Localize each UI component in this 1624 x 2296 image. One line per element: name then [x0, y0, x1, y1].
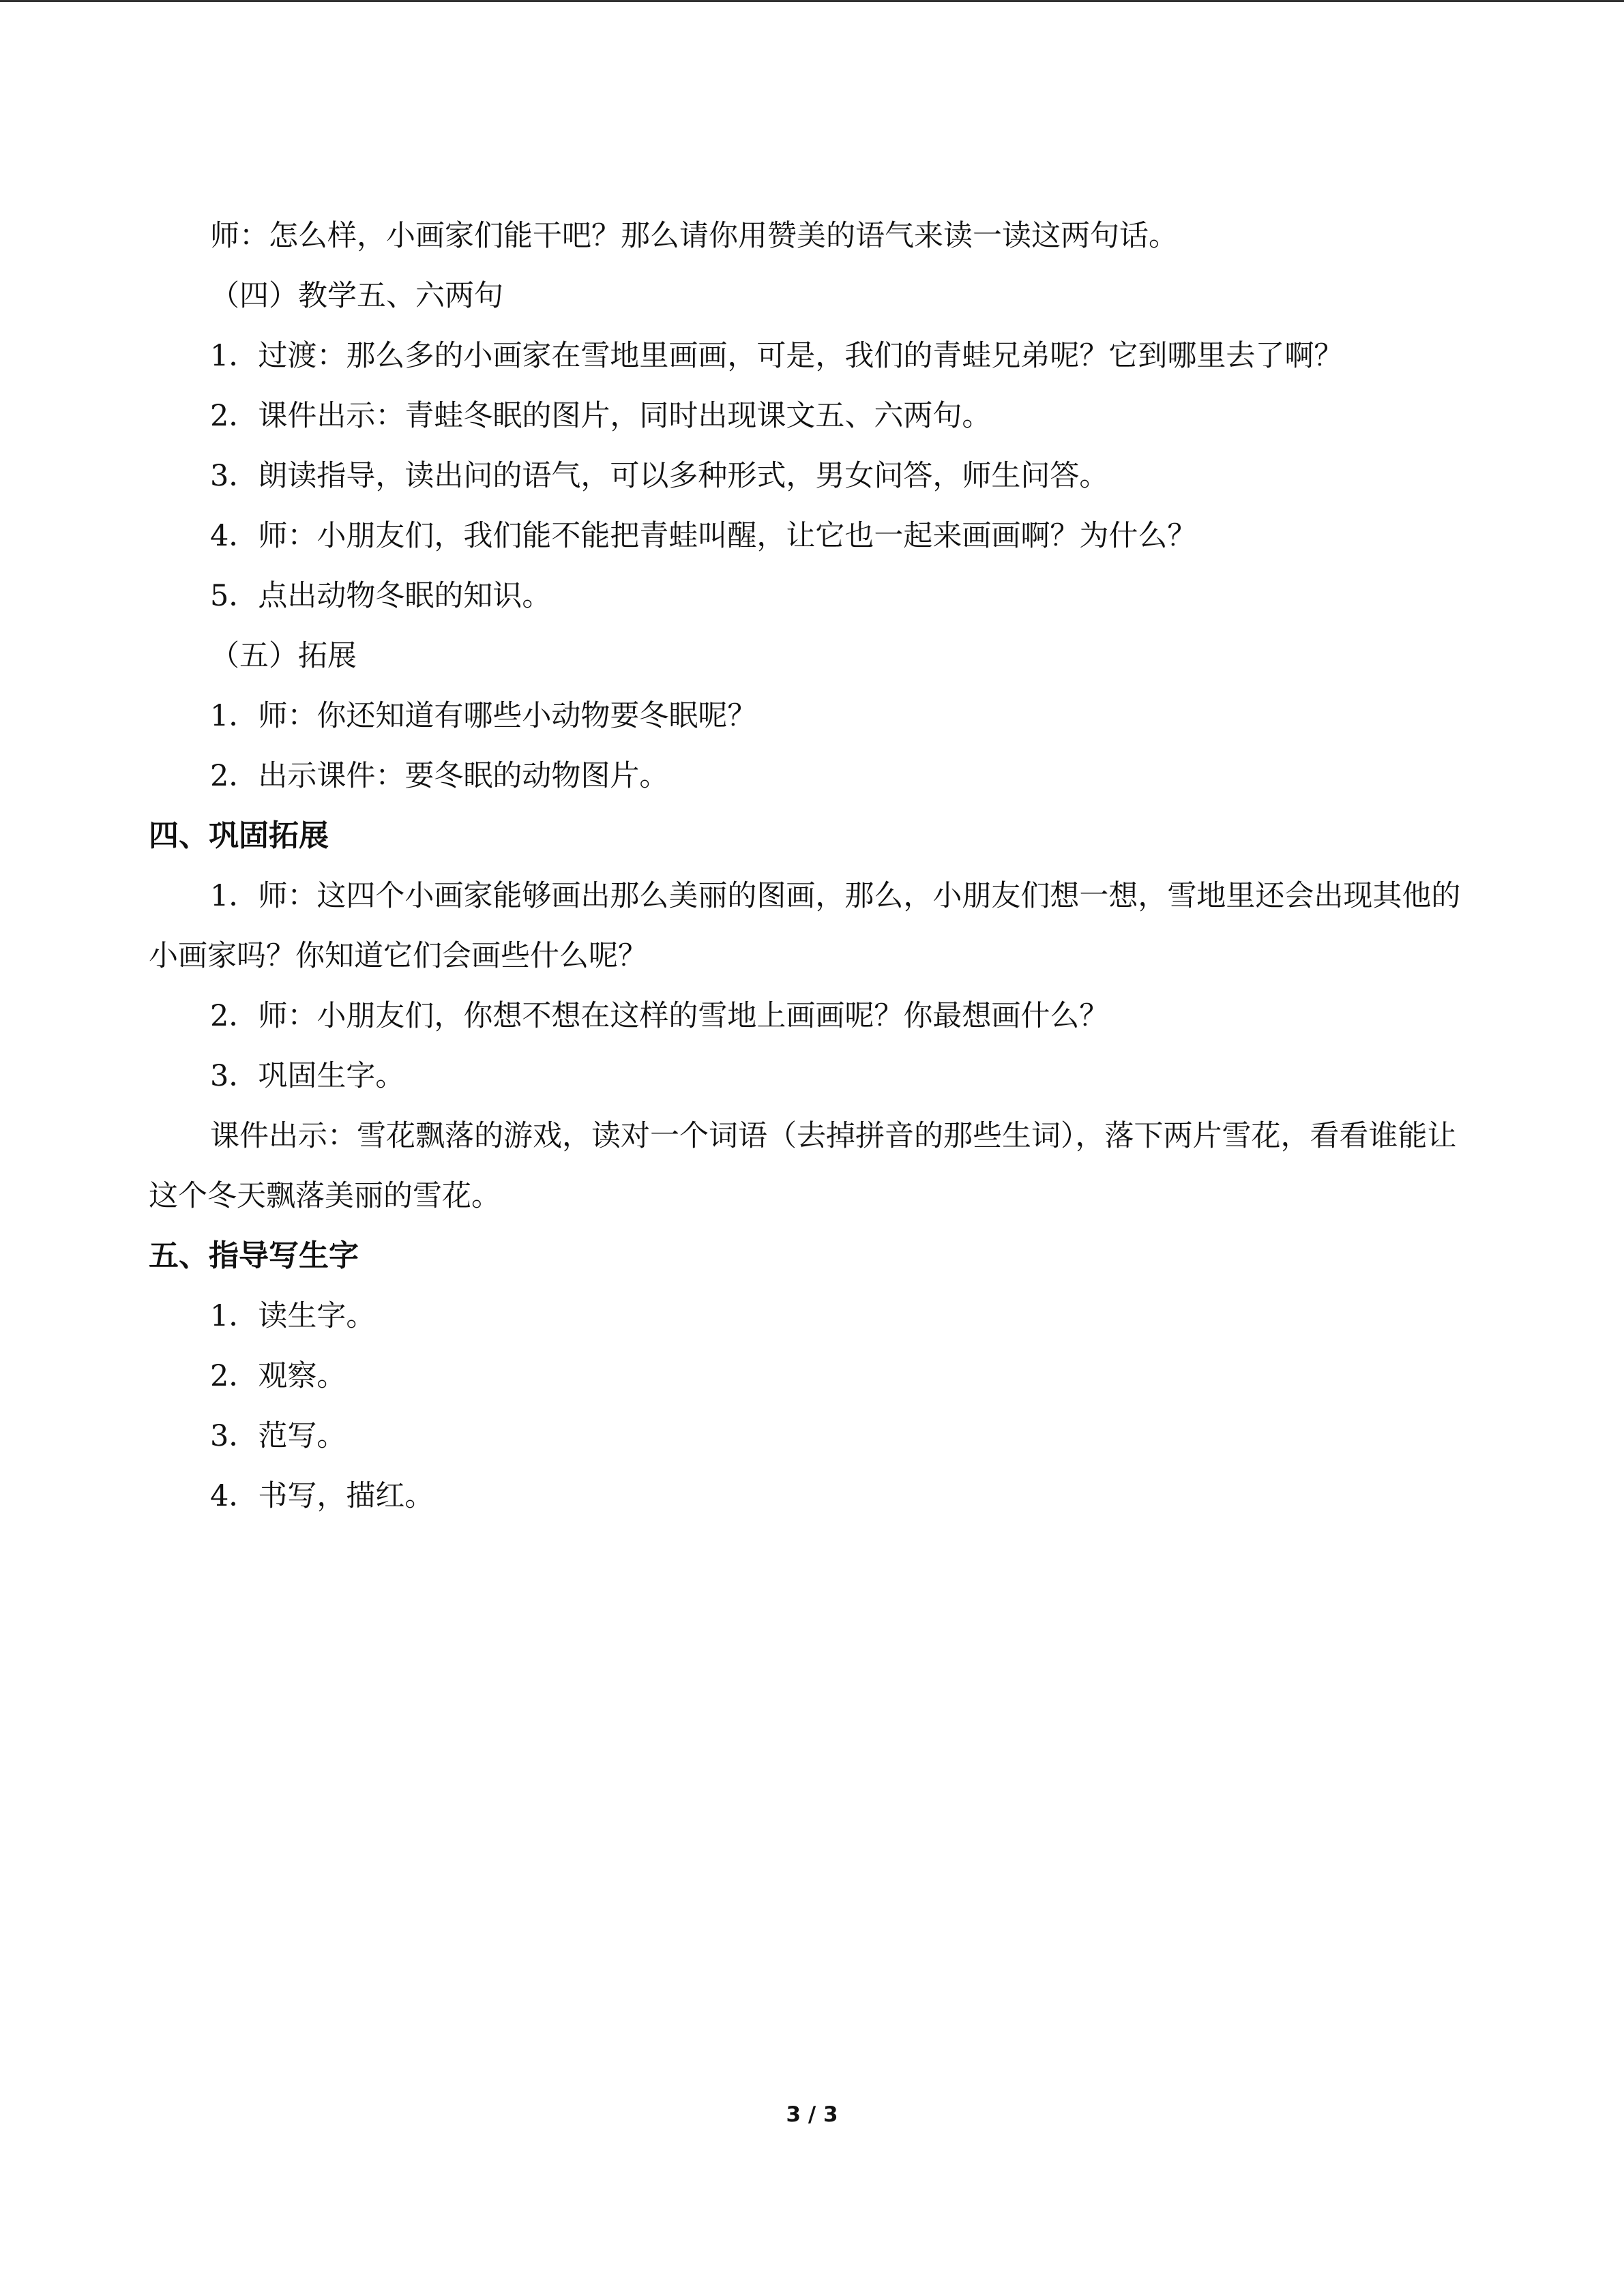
list-item: 1．师：你还知道有哪些小动物要冬眠呢？ [210, 699, 757, 733]
list-item: 4．书写，描红。 [210, 1479, 434, 1513]
page-number: 3 / 3 [786, 2102, 838, 2127]
list-item: 1．过渡：那么多的小画家在雪地里画画，可是，我们的青蛙兄弟呢？它到哪里去了啊？ [210, 339, 1344, 373]
paragraph: 师：怎么样，小画家们能干吧？那么请你用赞美的语气来读一读这两句话。 [210, 219, 1178, 253]
list-item: 2．师：小朋友们，你想不想在这样的雪地上画画呢？你最想画什么？ [210, 999, 1109, 1033]
paragraph: 1．师：这四个小画家能够画出那么美丽的图画，那么，小朋友们想一想，雪地里还会出现其他的小画家吗？你知道它们会画些什么呢？ [149, 879, 1461, 973]
list-item: 3．巩固生字。 [210, 1059, 405, 1093]
top-border-line [0, 0, 1624, 2]
list-item: 3．朗读指导，读出问的语气，可以多种形式，男女问答，师生问答。 [210, 459, 1109, 493]
section-heading: 五、指导写生字 [149, 1238, 359, 1273]
subsection-heading: （四）教学五、六两句 [210, 279, 503, 313]
list-item: 5．点出动物冬眠的知识。 [210, 579, 552, 613]
list-item: 2．观察。 [210, 1359, 346, 1393]
list-item: 2．出示课件：要冬眠的动物图片。 [210, 759, 669, 793]
list-item: 4．师：小朋友们，我们能不能把青蛙叫醒，让它也一起来画画啊？为什么？ [210, 519, 1197, 553]
list-item: 3．范写。 [210, 1419, 346, 1453]
list-item: 1．读生字。 [210, 1299, 376, 1333]
subsection-heading: （五）拓展 [210, 639, 357, 673]
list-item: 2．课件出示：青蛙冬眠的图片，同时出现课文五、六两句。 [210, 399, 992, 433]
document-body [149, 206, 1475, 1526]
paragraph: 课件出示：雪花飘落的游戏，读对一个词语（去掉拼音的那些生词），落下两片雪花，看看谁能让这个冬天飘落美丽的雪花。 [149, 1119, 1457, 1213]
section-heading: 四、巩固拓展 [149, 818, 329, 853]
